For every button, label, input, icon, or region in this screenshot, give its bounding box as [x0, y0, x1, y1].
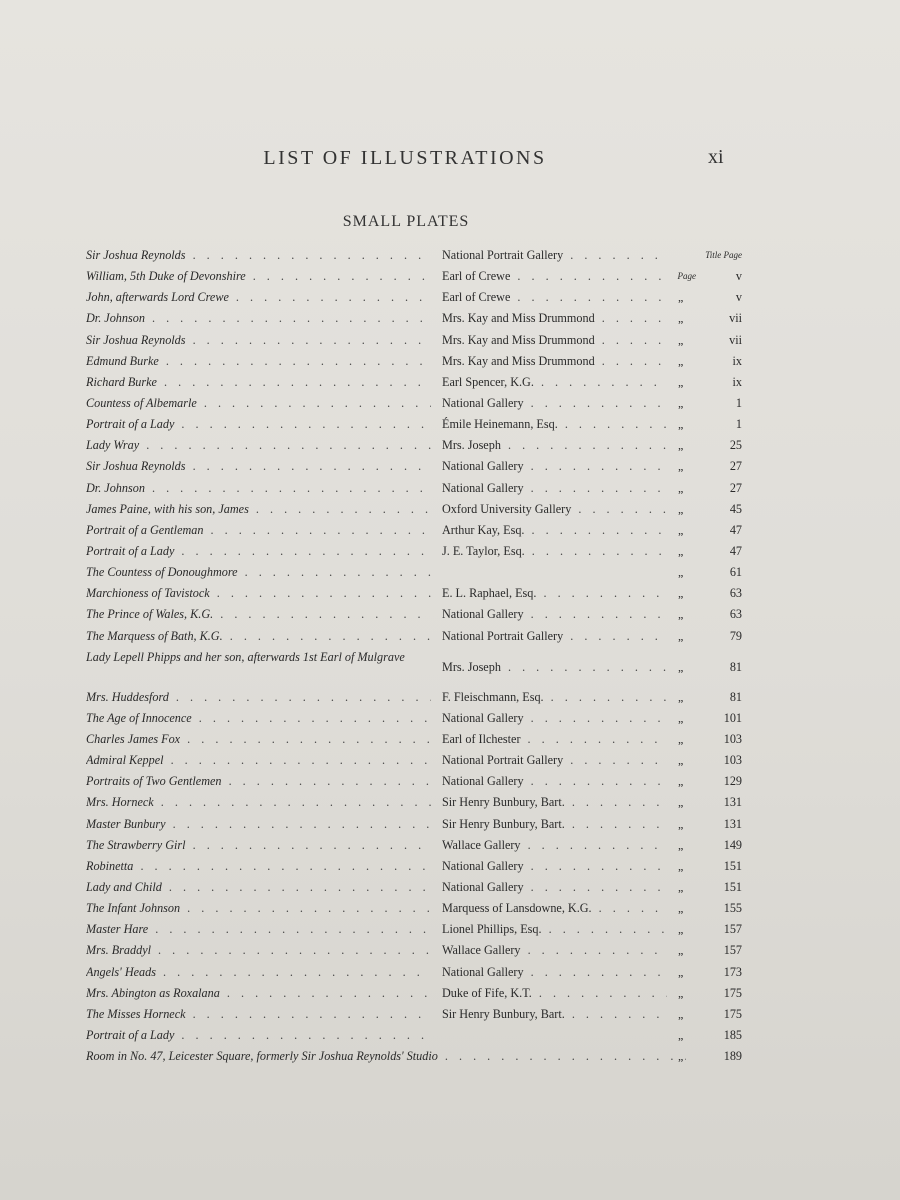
- illustration-subject-text: Charles James Fox: [86, 731, 181, 746]
- list-item: [86, 245, 746, 266]
- illustration-owner: [442, 750, 667, 771]
- illustration-owner-text: Duke of Fife, K.T.: [442, 985, 532, 1000]
- illustration-owner-text: Earl of Ilchester: [442, 731, 521, 746]
- illustration-subject-text: Portraits of Two Gentlemen: [86, 774, 222, 789]
- page-reference: 25: [729, 438, 742, 453]
- ditto-mark: „: [678, 438, 684, 453]
- page-reference: 81: [729, 689, 742, 704]
- illustration-subject-text: The Strawberry Girl: [86, 837, 186, 852]
- illustration-owner-text: National Gallery: [442, 607, 524, 622]
- illustration-subject: [86, 835, 431, 856]
- illustration-owner: [442, 393, 667, 414]
- illustration-subject-text: William, 5th Duke of Devonshire: [86, 269, 246, 284]
- illustration-owner: [442, 856, 667, 877]
- ditto-mark: „: [678, 417, 684, 432]
- illustration-owner-text: Émile Heinemann, Esq.: [442, 417, 558, 432]
- illustration-subject: [86, 478, 431, 499]
- ditto-mark: „: [678, 795, 684, 810]
- page-reference: 189: [723, 1049, 742, 1064]
- ditto-mark: „: [678, 374, 684, 389]
- page-reference: Title Page: [705, 250, 742, 260]
- illustration-owner-text: National Gallery: [442, 395, 524, 410]
- illustration-subject: [86, 372, 431, 393]
- list-item: [86, 478, 746, 499]
- illustration-owner: [442, 962, 667, 983]
- illustration-subject-text: The Prince of Wales, K.G.: [86, 607, 214, 622]
- illustration-owner-text: Sir Henry Bunbury, Bart.: [442, 1006, 565, 1021]
- illustration-owner: [442, 478, 667, 499]
- illustration-owner-text: Mrs. Joseph: [442, 659, 501, 674]
- page-reference: 81: [729, 659, 742, 674]
- illustration-subject-text: Admiral Keppel: [86, 753, 164, 768]
- illustration-owner-text: Mrs. Joseph: [442, 438, 501, 453]
- ditto-mark: „: [678, 586, 684, 601]
- list-item: [86, 266, 746, 287]
- illustration-subject: [86, 245, 431, 266]
- illustration-owner: [442, 729, 667, 750]
- list-item: [86, 626, 746, 647]
- ditto-mark: „: [678, 332, 684, 347]
- illustration-owner-text: Marquess of Lansdowne, K.G.: [442, 901, 592, 916]
- illustration-subject: [86, 856, 431, 877]
- illustration-subject: [86, 919, 431, 940]
- list-item: [86, 771, 746, 792]
- ditto-mark: „: [678, 628, 684, 643]
- page-reference: 151: [723, 879, 742, 894]
- page-reference: 155: [723, 901, 742, 916]
- illustration-owner-text: Mrs. Kay and Miss Drummond: [442, 332, 595, 347]
- page-reference: v: [735, 290, 742, 305]
- illustration-subject-text: Sir Joshua Reynolds: [86, 248, 186, 262]
- ditto-mark: Page: [677, 271, 696, 282]
- illustration-subject-text: Mrs. Braddyl: [86, 943, 151, 958]
- illustration-owner: [442, 435, 667, 456]
- list-item: [86, 562, 746, 583]
- illustration-subject: [86, 940, 431, 961]
- illustration-owner: [442, 604, 667, 625]
- illustration-owner-text: National Gallery: [442, 858, 524, 873]
- ditto-mark: „: [678, 710, 684, 725]
- list-item: [86, 541, 746, 562]
- illustration-owner: [442, 372, 667, 393]
- illustration-owner-text: Sir Henry Bunbury, Bart.: [442, 795, 565, 810]
- illustration-owner-text: Earl Spencer, K.G.: [442, 374, 534, 389]
- illustration-subject: [86, 351, 431, 372]
- list-item: [86, 583, 746, 604]
- ditto-mark: „: [678, 1049, 684, 1064]
- illustration-subject: [86, 414, 431, 435]
- illustration-subject-text: Lady Wray: [86, 438, 140, 453]
- list-item: [86, 1004, 746, 1025]
- illustration-owner-text: National Gallery: [442, 710, 524, 725]
- illustration-subject: [86, 792, 431, 813]
- ditto-mark: „: [678, 395, 684, 410]
- illustration-subject-text: Richard Burke: [86, 374, 157, 389]
- illustration-subject-text: Dr. Johnson: [86, 480, 145, 495]
- page-reference: 1: [735, 417, 742, 432]
- page-number: xi: [708, 146, 724, 168]
- illustration-subject: [86, 520, 431, 541]
- page-reference: 175: [723, 1006, 742, 1021]
- list-item: [86, 330, 746, 351]
- illustration-subject-text: Portrait of a Lady: [86, 543, 175, 558]
- illustration-owner: [442, 792, 667, 813]
- ditto-mark: „: [678, 816, 684, 831]
- page-reference: 45: [729, 501, 742, 516]
- list-item: [86, 919, 746, 940]
- list-item: [86, 687, 746, 708]
- ditto-mark: „: [678, 480, 684, 495]
- list-item: [86, 856, 746, 877]
- list-item: [86, 520, 746, 541]
- illustration-owner-text: National Gallery: [442, 964, 524, 979]
- page-reference: 27: [729, 480, 742, 495]
- ditto-mark: „: [678, 1027, 684, 1042]
- ditto-mark: „: [678, 290, 684, 305]
- illustration-subject: [86, 962, 431, 983]
- illustration-owner-text: National Gallery: [442, 459, 524, 474]
- illustration-subject-text: The Misses Horneck: [86, 1006, 186, 1021]
- illustration-owner-text: National Gallery: [442, 480, 524, 495]
- illustration-owner: [442, 287, 667, 308]
- list-item: [86, 877, 746, 898]
- illustration-subject-text: John, afterwards Lord Crewe: [86, 290, 229, 305]
- page-reference: ix: [732, 353, 742, 368]
- list-item: [86, 729, 746, 750]
- ditto-mark: „: [678, 943, 684, 958]
- list-item: [86, 604, 746, 625]
- list-item: [86, 647, 746, 687]
- page-reference: vii: [729, 311, 742, 326]
- illustration-subject: [86, 814, 431, 835]
- ditto-mark: „: [678, 311, 684, 326]
- ditto-mark: „: [678, 922, 684, 937]
- illustration-subject-text: Sir Joshua Reynolds: [86, 459, 186, 474]
- illustration-owner-text: National Gallery: [442, 879, 524, 894]
- illustration-owner: [442, 877, 667, 898]
- list-item: [86, 835, 746, 856]
- illustration-owner: [442, 626, 667, 647]
- illustration-subject-text: Portrait of a Lady: [86, 417, 175, 432]
- ditto-mark: „: [678, 659, 684, 674]
- page-reference: 47: [729, 522, 742, 537]
- list-item: [86, 351, 746, 372]
- page-reference: 175: [723, 985, 742, 1000]
- ditto-mark: „: [678, 565, 684, 580]
- illustration-owner: [442, 814, 667, 835]
- illustration-subject: [86, 708, 431, 729]
- illustration-subject-text: Dr. Johnson: [86, 311, 145, 326]
- illustration-subject-text: Angels' Heads: [86, 964, 156, 979]
- illustration-owner: [442, 520, 667, 541]
- illustration-owner: [442, 687, 667, 708]
- list-item: [86, 414, 746, 435]
- illustration-subject: [86, 898, 431, 919]
- list-item: [86, 1046, 746, 1067]
- page-reference: 157: [723, 943, 742, 958]
- illustration-subject-text: Sir Joshua Reynolds: [86, 332, 186, 347]
- list-item: [86, 898, 746, 919]
- illustration-subject-text: The Infant Johnson: [86, 901, 181, 916]
- illustration-owner-text: Sir Henry Bunbury, Bart.: [442, 816, 565, 831]
- ditto-mark: „: [678, 459, 684, 474]
- illustration-subject: [86, 983, 431, 1004]
- illustration-owner-text: Arthur Kay, Esq.: [442, 522, 525, 537]
- illustration-owner: [442, 266, 667, 287]
- illustration-subject-text: Master Hare: [86, 922, 149, 937]
- illustration-owner-text: National Portrait Gallery: [442, 628, 564, 643]
- illustration-owner: [442, 330, 667, 351]
- illustration-subject: [86, 541, 431, 562]
- page-reference: 47: [729, 543, 742, 558]
- illustration-owner-text: Oxford University Gallery: [442, 501, 572, 516]
- illustration-owner: [442, 351, 667, 372]
- illustration-subject-text: Lady Lepell Phipps and her son, afterwards 1st Earl of Mulgrave: [86, 649, 405, 664]
- page-reference: 27: [729, 459, 742, 474]
- illustration-owner-text: Lionel Phillips, Esq.: [442, 922, 542, 937]
- illustration-owner-text: National Portrait Gallery: [442, 248, 564, 262]
- illustration-owner: [442, 708, 667, 729]
- illustration-subject-text: The Marquess of Bath, K.G.: [86, 628, 223, 643]
- illustration-subject-text: Lady and Child: [86, 879, 162, 894]
- list-item: [86, 814, 746, 835]
- illustration-owner: [442, 983, 667, 1004]
- section-title: SMALL PLATES: [342, 213, 470, 230]
- list-item: [86, 792, 746, 813]
- illustration-subject-text: Marchioness of Tavistock: [86, 586, 210, 601]
- ditto-mark: „: [678, 731, 684, 746]
- illustration-subject-text: Portrait of a Gentleman: [86, 522, 204, 537]
- list-item: [86, 456, 746, 477]
- ditto-mark: „: [678, 501, 684, 516]
- ditto-mark: „: [678, 837, 684, 852]
- page-reference: v: [735, 269, 742, 284]
- illustration-owner: [442, 657, 667, 678]
- illustration-owner: [442, 541, 667, 562]
- illustration-subject-text: Mrs. Horneck: [86, 795, 154, 810]
- illustration-subject: [86, 1004, 431, 1025]
- page-reference: ix: [732, 374, 742, 389]
- illustration-subject-text: Portrait of a Lady: [86, 1027, 175, 1042]
- illustration-subject: [86, 583, 431, 604]
- illustration-subject: [86, 604, 431, 625]
- illustration-subject-text: Countess of Albemarle: [86, 395, 197, 410]
- list-item: [86, 962, 746, 983]
- illustration-owner: [442, 245, 667, 266]
- ditto-mark: „: [678, 543, 684, 558]
- illustration-subject-text: Edmund Burke: [86, 353, 159, 368]
- list-item: [86, 708, 746, 729]
- illustration-owner-text: E. L. Raphael, Esq.: [442, 586, 537, 601]
- list-item: [86, 750, 746, 771]
- ditto-mark: „: [678, 901, 684, 916]
- illustration-subject: [86, 393, 431, 414]
- illustration-owner-text: Mrs. Kay and Miss Drummond: [442, 353, 595, 368]
- ditto-mark: „: [678, 753, 684, 768]
- illustration-subject-text: Mrs. Huddesford: [86, 689, 169, 704]
- illustration-owner-text: Wallace Gallery: [442, 837, 521, 852]
- list-item: [86, 940, 746, 961]
- illustration-subject: [86, 330, 431, 351]
- illustration-owner: [442, 499, 667, 520]
- ditto-mark: „: [678, 985, 684, 1000]
- ditto-mark: „: [678, 353, 684, 368]
- illustration-subject: [86, 266, 431, 287]
- list-item: [86, 435, 746, 456]
- illustration-owner: [442, 308, 667, 329]
- illustration-subject: [86, 877, 431, 898]
- illustration-owner-text: Earl of Crewe: [442, 269, 511, 284]
- page-reference: 157: [723, 922, 742, 937]
- illustration-subject-text: Mrs. Abington as Roxalana: [86, 985, 220, 1000]
- illustration-subject: [86, 499, 431, 520]
- illustrations-list: [86, 245, 746, 1067]
- page-reference: vii: [729, 332, 742, 347]
- illustration-subject-text: Robinetta: [86, 858, 134, 873]
- illustration-subject: [86, 750, 431, 771]
- list-item: [86, 499, 746, 520]
- illustration-owner: [442, 898, 667, 919]
- illustration-owner-text: Wallace Gallery: [442, 943, 521, 958]
- illustration-subject: [86, 650, 431, 664]
- list-item: [86, 1025, 746, 1046]
- page-reference: 63: [729, 586, 742, 601]
- illustration-owner-text: National Gallery: [442, 774, 524, 789]
- illustration-owner: [442, 456, 667, 477]
- list-item: [86, 393, 746, 414]
- ditto-mark: „: [678, 522, 684, 537]
- page-reference: 103: [723, 753, 742, 768]
- ditto-mark: „: [678, 607, 684, 622]
- illustration-subject: [86, 626, 431, 647]
- illustration-owner-text: F. Fleischmann, Esq.: [442, 689, 544, 704]
- ditto-mark: „: [678, 879, 684, 894]
- list-item: [86, 372, 746, 393]
- illustration-subject: [86, 687, 431, 708]
- page-reference: 131: [723, 816, 742, 831]
- illustration-owner-text: J. E. Taylor, Esq.: [442, 543, 525, 558]
- page-reference: 101: [723, 710, 742, 725]
- illustration-owner: [442, 771, 667, 792]
- ditto-mark: „: [678, 1006, 684, 1021]
- illustration-subject: [86, 287, 431, 308]
- page-reference: 63: [729, 607, 742, 622]
- page-reference: 149: [723, 837, 742, 852]
- page-reference: 103: [723, 731, 742, 746]
- illustration-subject-text: The Countess of Donoughmore: [86, 565, 238, 580]
- illustration-owner: [442, 414, 667, 435]
- list-item: [86, 287, 746, 308]
- illustration-subject: [86, 729, 431, 750]
- illustration-owner: [442, 583, 667, 604]
- page-reference: 151: [723, 858, 742, 873]
- illustration-owner-text: National Portrait Gallery: [442, 753, 564, 768]
- illustration-subject: [86, 435, 431, 456]
- illustration-subject-text: The Age of Innocence: [86, 710, 192, 725]
- page-reference: 61: [729, 565, 742, 580]
- illustration-subject: [86, 456, 431, 477]
- illustration-subject: [86, 1025, 431, 1046]
- illustration-owner: [442, 1004, 667, 1025]
- ditto-mark: „: [678, 858, 684, 873]
- ditto-mark: „: [678, 689, 684, 704]
- page-reference: 131: [723, 795, 742, 810]
- ditto-mark: „: [678, 774, 684, 789]
- list-item: [86, 308, 746, 329]
- illustration-subject: [86, 308, 431, 329]
- illustration-subject: [86, 1046, 686, 1067]
- illustration-subject-text: Room in No. 47, Leicester Square, formerly Sir Joshua Reynolds' Studio: [86, 1049, 438, 1064]
- list-item: [86, 983, 746, 1004]
- page-reference: 185: [723, 1027, 742, 1042]
- page-reference: 173: [723, 964, 742, 979]
- illustration-owner-text: Mrs. Kay and Miss Drummond: [442, 311, 595, 326]
- page-reference: 129: [723, 774, 742, 789]
- page-reference: 79: [729, 628, 742, 643]
- page-reference: 1: [735, 395, 742, 410]
- ditto-mark: „: [678, 964, 684, 979]
- illustration-subject: [86, 562, 431, 583]
- illustration-owner-text: Earl of Crewe: [442, 290, 511, 305]
- illustration-subject-text: James Paine, with his son, James: [86, 501, 249, 516]
- illustration-owner: [442, 940, 667, 961]
- illustration-owner: [442, 835, 667, 856]
- page-title: LIST OF ILLUSTRATIONS: [263, 147, 547, 169]
- illustration-subject: [86, 771, 431, 792]
- illustration-subject-text: Master Bunbury: [86, 816, 166, 831]
- illustration-owner: [442, 919, 667, 940]
